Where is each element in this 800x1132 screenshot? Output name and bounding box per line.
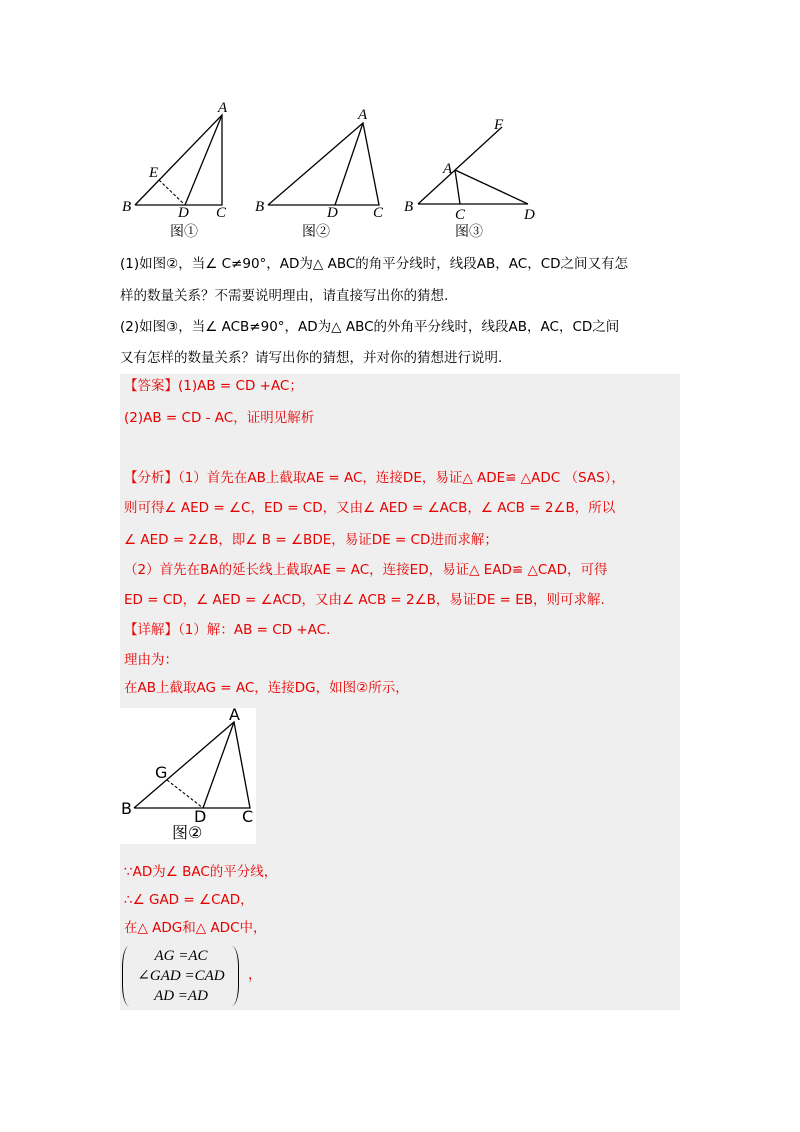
fig1-label-b: B <box>122 199 132 215</box>
analysis-line2: 则可得∠ AED = ∠C，ED = CD，又由∠ AED = ∠ACB，∠ ACB = 2∠B，所以 <box>124 500 616 516</box>
system-eq2: ∠GAD =CAD <box>137 968 225 984</box>
answer-fig-label-a: A <box>229 708 240 724</box>
system-eq1: AG =AC <box>154 948 208 964</box>
fig3-label-c: C <box>455 207 466 223</box>
figure-3 <box>400 112 550 242</box>
fig1-label-c: C <box>216 205 227 221</box>
proof-line3: 在△ ADG和△ ADC中， <box>124 920 267 936</box>
answer-fig-label-g: G <box>155 763 168 782</box>
answer-figure <box>120 708 256 844</box>
fig2-label-b: B <box>255 199 265 215</box>
proof-line1: ∵AD为∠ BAC的平分线， <box>124 864 278 880</box>
fig3-label-d: D <box>524 207 535 223</box>
fig2-label-c: C <box>373 205 384 221</box>
question-part1-line1: (1)如图②，当∠ C≠90°，AD为△ ABC的角平分线时，线段AB，AC，CD之间又有怎 <box>120 256 629 272</box>
fig3-label-f: F <box>494 117 504 133</box>
answer-fig-label-b: B <box>121 799 132 818</box>
question-part2-line2: 又有怎样的数量关系？请写出你的猜想，并对你的猜想进行说明. <box>120 350 503 366</box>
figure-2 <box>250 104 390 244</box>
proof-line2: ∴∠ GAD = ∠CAD， <box>124 892 254 908</box>
fig2-label-d: D <box>327 205 338 221</box>
answer-fig-label-d: D <box>194 807 207 826</box>
fig1-label-e: E <box>149 165 159 181</box>
answer-line1: 【答案】(1)AB = CD +AC； <box>124 378 303 394</box>
system-eq3: AD =AD <box>154 988 208 1004</box>
equation-system <box>122 946 262 1008</box>
figure-1 <box>118 98 238 243</box>
fig3-label-a: A <box>443 161 453 177</box>
fig3-label-b: B <box>404 199 414 215</box>
fig1-caption: 图① <box>170 224 198 240</box>
analysis-line3: ∠ AED = 2∠B，即∠ B = ∠BDE，易证DE = CD进而求解； <box>124 532 498 548</box>
fig2-caption: 图② <box>302 224 330 240</box>
detail-line2: 理由为： <box>124 652 178 668</box>
fig2-label-a: A <box>358 107 368 123</box>
analysis-line5: ED = CD，∠ AED = ∠ACD，又由∠ ACB = 2∠B，易证DE = EB，则可求解. <box>124 592 605 608</box>
system-end-comma: ， <box>248 967 262 983</box>
detail-line3: 在AB上截取AG = AC，连接DG，如图②所示， <box>124 680 409 696</box>
detail-line1: 【详解】（1）解：AB = CD +AC. <box>124 622 331 638</box>
answer-fig-caption: 图② <box>172 823 203 842</box>
analysis-line1: 【分析】（1）首先在AB上截取AE = AC，连接DE，易证△ ADE≌ △ADC （SAS）， <box>124 470 625 486</box>
question-part1-line2: 样的数量关系？不需要说明理由，请直接写出你的猜想. <box>120 288 449 304</box>
answer-line2: (2)AB = CD - AC，证明见解析 <box>124 410 315 426</box>
fig1-label-a: A <box>218 100 228 116</box>
fig3-caption: 图③ <box>455 224 483 240</box>
question-part2-line1: (2)如图③，当∠ ACB≠90°，AD为△ ABC的外角平分线时，线段AB，AC，CD之间 <box>120 319 620 335</box>
analysis-line4: （2）首先在BA的延长线上截取AE = AC，连接ED，易证△ EAD≌ △CAD，可得 <box>124 562 608 578</box>
fig1-label-d: D <box>178 205 189 221</box>
answer-fig-label-c: C <box>242 807 254 826</box>
answer-block <box>120 374 680 1010</box>
